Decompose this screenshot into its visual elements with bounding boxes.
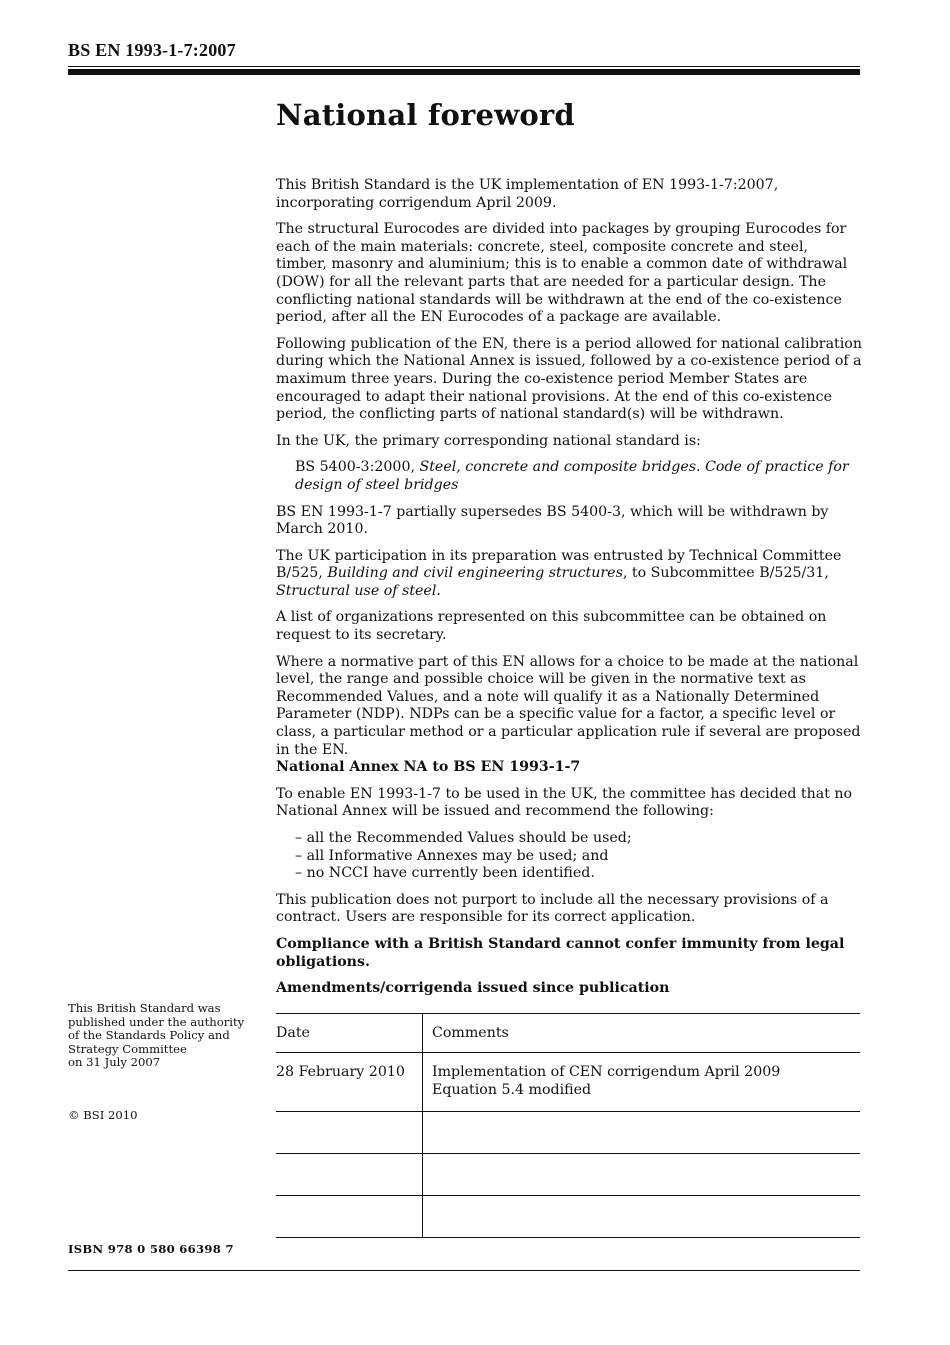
recommendation-list xyxy=(276,830,862,883)
paragraph-organizations: A list of organizations represented on this subcommittee can be obtained on request to its secretary. xyxy=(276,609,827,644)
header-rule-thin xyxy=(68,66,860,67)
paragraph-uk-standard-intro: In the UK, the primary corresponding national standard is: xyxy=(276,432,701,449)
committee-name: Building and civil engineering structures xyxy=(327,565,623,582)
amendments-table xyxy=(276,1013,860,1238)
table-header-row xyxy=(276,1013,860,1052)
paragraph-bs5400-reference xyxy=(276,459,862,494)
empty-cell xyxy=(276,1195,423,1237)
paragraph-supersedes: BS EN 1993-1-7 partially supersedes BS 5400-3, which will be withdrawn by March 2010. xyxy=(276,503,829,538)
list-item: – all Informative Annexes may be used; and xyxy=(295,847,609,864)
subcommittee-name: Structural use of steel. xyxy=(276,582,441,599)
table-row xyxy=(276,1052,860,1111)
paragraph-committee xyxy=(276,548,862,601)
footer-rule xyxy=(68,1270,860,1271)
isbn-number: ISBN 978 0 580 66398 7 xyxy=(68,1242,234,1256)
reference-code: BS 5400-3:2000, xyxy=(295,459,420,476)
list-item: – all the Recommended Values should be used; xyxy=(295,830,632,846)
header-rule-thick xyxy=(68,69,860,75)
paragraph-implementation: This British Standard is the UK implementation of EN 1993-1-7:2007, incorporating corrigendum April 2009. xyxy=(276,177,779,211)
national-annex-heading: National Annex NA to BS EN 1993-1-7 xyxy=(276,759,581,776)
empty-cell xyxy=(423,1195,861,1237)
page-title: National foreword xyxy=(276,98,575,132)
amendments-heading: Amendments/corrigenda issued since publication xyxy=(276,980,670,997)
empty-cell xyxy=(423,1111,861,1153)
empty-cell xyxy=(276,1153,423,1195)
amendment-date: 28 February 2010 xyxy=(276,1052,423,1111)
committee-text-c: , to Subcommittee B/525/31, xyxy=(622,565,829,582)
document-code-header: BS EN 1993-1-7:2007 xyxy=(68,40,236,60)
amendment-comment-line: Equation 5.4 modified xyxy=(432,1081,592,1098)
list-item: – no NCCI have currently been identified. xyxy=(295,865,595,882)
paragraph-disclaimer: This publication does not purport to include all the necessary provisions of a contract. Users are responsible for its correct application. xyxy=(276,891,829,926)
table-row-empty xyxy=(276,1153,860,1195)
paragraph-national-annex: To enable EN 1993-1-7 to be used in the UK, the committee has decided that no National Annex will be issued and recommend the following: xyxy=(276,785,853,820)
amendment-comment xyxy=(423,1052,861,1111)
publication-authority-note: This British Standard was published under the authority of the Standards Policy and Strategy Committee on 31 July 2007 xyxy=(68,1001,245,1070)
paragraph-calibration: Following publication of the EN, there is a period allowed for national calibration during which the National Annex is issued, followed by a co-existence period of a maximum three years. During the co-existence period Member States are encouraged to adapt their national provisions. At the end of this co-existence period, the conflicting parts of national standard(s) will be withdrawn. xyxy=(276,335,862,423)
empty-cell xyxy=(423,1153,861,1195)
table-row-empty xyxy=(276,1195,860,1237)
publication-note xyxy=(68,1002,258,1070)
paragraph-compliance: Compliance with a British Standard cannot confer immunity from legal obligations. xyxy=(276,935,845,970)
column-header-date: Date xyxy=(276,1013,423,1052)
table-row-empty xyxy=(276,1111,860,1153)
copyright-notice: © BSI 2010 xyxy=(68,1108,138,1122)
column-header-comments: Comments xyxy=(423,1013,861,1052)
amendment-comment-line: Implementation of CEN corrigendum April 2009 xyxy=(432,1063,781,1080)
paragraph-packages: The structural Eurocodes are divided into packages by grouping Eurocodes for each of the main materials: concrete, steel, composite concrete and steel, timber, masonry and aluminium; this is to enable a common date of withdrawal (DOW) for all the relevant parts that are needed for a particular design. The conflicting national standards will be withdrawn at the end of the co-existence period, after all the EN Eurocodes of a package are available. xyxy=(276,221,848,326)
paragraph-ndp: Where a normative part of this EN allows for a choice to be made at the national level, the range and possible choice will be given in the normative text as Recommended Values, and a note will qualify it as a Nationally Determined Parameter (NDP). NDPs can be a specific value for a factor, a specific level or class, a particular method or a particular application rule if several are proposed in the EN. xyxy=(276,653,861,758)
foreword-body xyxy=(276,177,862,1238)
committee-text-a: The UK participation in its preparation was entrusted by Technical Committee B/525, xyxy=(276,547,842,582)
empty-cell xyxy=(276,1111,423,1153)
reference-title: Steel, concrete and composite bridges. Code of practice for design of steel bridges xyxy=(295,459,849,493)
